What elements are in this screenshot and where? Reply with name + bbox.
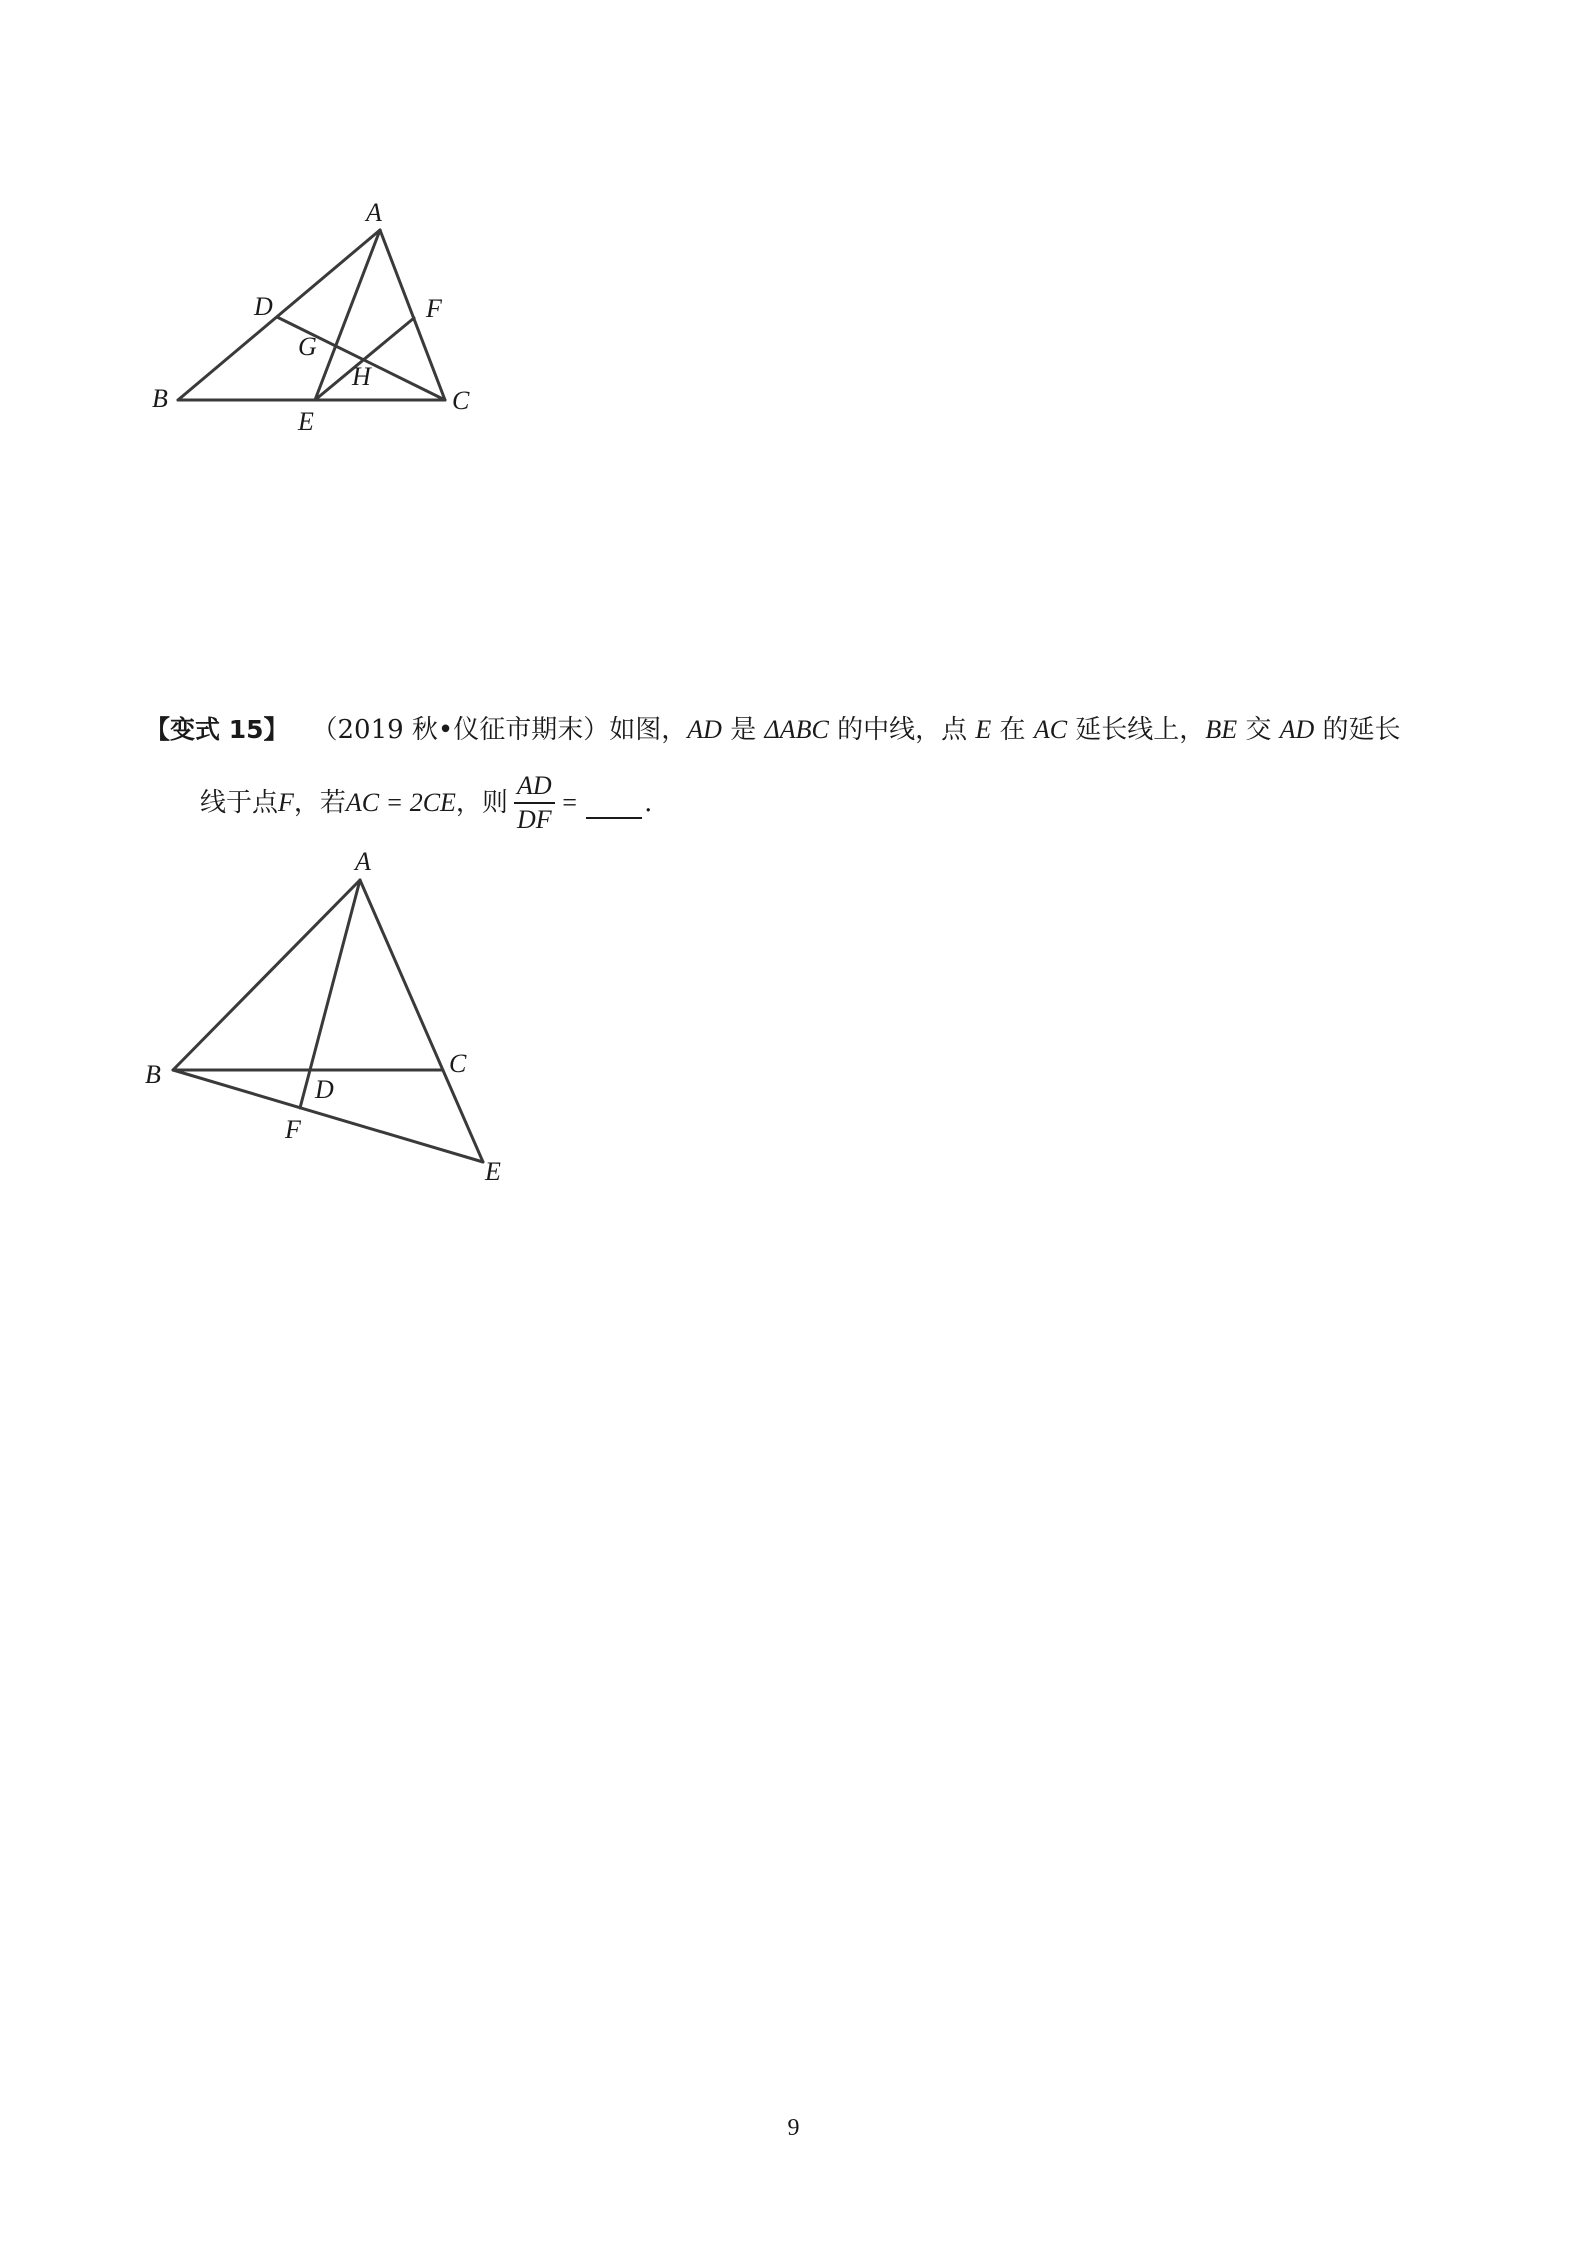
statement-text: 是 [721, 715, 765, 745]
line2-prefix: 线于点 [200, 788, 279, 818]
equals-sign: = [560, 788, 579, 817]
statement-text: 的延长 [1314, 715, 1401, 745]
figure-1-svg [140, 195, 500, 445]
point-f: F [278, 788, 294, 817]
math-term: AC [1033, 715, 1068, 744]
figure-triangle-1 [140, 195, 500, 445]
fraction-numerator: AD [514, 770, 555, 804]
label-d: D [254, 292, 273, 321]
segment-ab [178, 230, 380, 400]
condition: AC = 2CE [345, 788, 456, 817]
fraction-denominator: DF [516, 805, 552, 834]
statement-text: 交 [1237, 715, 1280, 745]
label-c: C [452, 386, 470, 415]
statement-text: 在 [991, 715, 1034, 745]
page-number: 9 [787, 2115, 800, 2141]
label-h: H [352, 362, 371, 391]
math-term: AD [687, 715, 722, 744]
statement-text: 延长线上， [1067, 715, 1206, 745]
problem-line-1 [145, 710, 1465, 750]
problem-variant-15 [145, 710, 1465, 834]
math-term: AD [1279, 715, 1315, 744]
segment-ae-2 [360, 880, 483, 1162]
problem-statement [687, 715, 1400, 745]
math-term: E [975, 715, 992, 744]
statement-text: 的中线，点 [828, 715, 976, 745]
label-d-2: D [315, 1075, 334, 1104]
problem-source: （2019 秋•仪征市期末）如图， [324, 715, 688, 745]
label-b: B [152, 384, 168, 413]
line2-then: ，则 [455, 788, 508, 818]
label-f-2: F [285, 1115, 301, 1144]
label-g: G [298, 332, 317, 361]
problem-tag: 【变式 15】 [145, 715, 289, 744]
problem-line-2 [200, 770, 652, 836]
math-term: BE [1205, 715, 1238, 744]
math-term: ΔABC [764, 715, 829, 744]
label-b-2: B [145, 1060, 161, 1089]
figure-2-svg [135, 840, 535, 1190]
line2-if: ，若 [293, 788, 346, 818]
fraction-ad-df [514, 770, 555, 836]
end-period: . [644, 788, 653, 818]
segment-af-2 [300, 880, 360, 1108]
label-a-2: A [355, 847, 371, 876]
figure-triangle-2 [135, 840, 535, 1190]
label-e: E [298, 407, 314, 436]
label-f: F [426, 294, 442, 323]
label-c-2: C [449, 1049, 467, 1078]
label-e-2: E [485, 1157, 501, 1186]
label-a: A [366, 198, 382, 227]
answer-blank[interactable] [586, 787, 642, 819]
segment-ab-2 [173, 880, 360, 1070]
